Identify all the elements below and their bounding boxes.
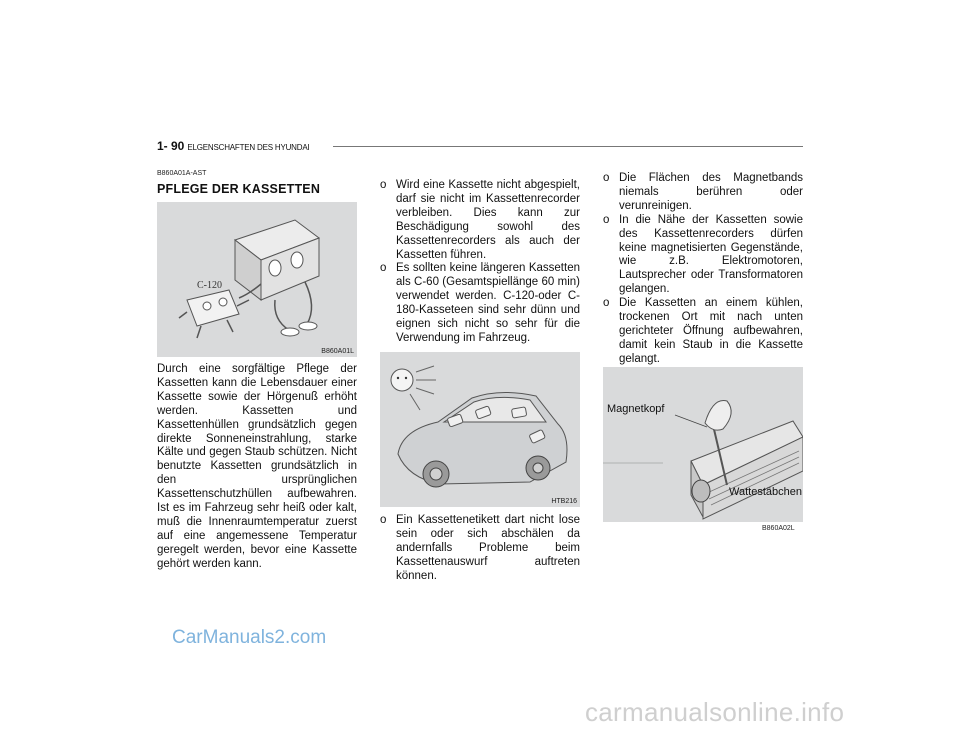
header-rule <box>333 146 803 147</box>
intro-paragraph: Durch eine sorgfältige Pflege der Kassetten kann die Lebensdauer einer Kassette sowie der Hörgenuß erhöht werden. Kassetten und Kassettenhüllen grundsätzlich gegen direkte Sonneneinstrahlung, starke Kälte und gegen Staub schützen. Nicht benutzte Kassetten grundsätzlich in den ursprünglichen Kassettenschutzhüllen aufbewahren. Ist es im Fahrzeug sehr heiß oder kalt, muß die Innenraumtemperatur zuerst auf eine angemessene Temperatur geregelt werden, bevor eine Kassette gehört werden kann. <box>157 363 357 570</box>
cassette-label: C-120 <box>197 280 222 291</box>
list-item: o Ein Kassettenetikett dart nicht lose sein oder sich abschälen da andernfalls Probleme beim Kassettenauswurf auftreten können. <box>380 514 580 582</box>
label-magnetkopf: Magnetkopf <box>607 403 665 415</box>
figure-code: B860A02L <box>762 525 795 532</box>
page-header <box>157 139 310 153</box>
section-code: B860A01A-AST <box>157 170 207 177</box>
watermark-carmanuals2: CarManuals2.com <box>172 627 327 648</box>
bullet-list-right <box>603 172 803 367</box>
bullet-list-middle <box>380 179 580 346</box>
section-heading: PFLEGE DER KASSETTEN <box>157 182 321 196</box>
list-item: o Die Kassetten an einem kühlen, trockenen Ort mit nach unten gerichteter Öffnung aufbewahren, damit kein Staub in die Kassette gelangt. <box>603 297 803 365</box>
label-wattestaebchen: Wattestäbchen <box>729 486 802 498</box>
figure-magnet-head <box>603 367 803 522</box>
cassette-deck-illustration <box>603 367 803 522</box>
figure-code: B860A01L <box>321 348 354 355</box>
figure-code: HTB216 <box>551 498 577 505</box>
figure-cassette-care <box>157 202 357 357</box>
cassette-illustration <box>157 202 357 357</box>
car-illustration <box>380 352 580 507</box>
watermark-carmanualsonline: carmanualsonline.info <box>585 697 845 727</box>
list-item: o In die Nähe der Kassetten sowie des Kassettenrecorders dürfen keine magnetisierten Gegenstände, wie z.B. Elektromotoren, Lautsprecher oder Transformatoren gelangen. <box>603 213 803 296</box>
figure-car-sun <box>380 352 580 507</box>
bullet-list-middle-2 <box>380 514 580 584</box>
list-item: o Die Flächen des Magnetbands niemals berühren oder verunreinigen. <box>603 172 803 212</box>
list-item: o Wird eine Kassette nicht abgespielt, darf sie nicht im Kassettenrecorder verbleiben. Dies kann zur Beschädigung sowohl des Kassettenrecorders als auch der Kassetten führen. <box>380 179 580 261</box>
page-number: 1- 90 <box>157 139 185 153</box>
list-item: o Es sollten keine längeren Kassetten als C-60 (Gesamtspiellänge 60 min) verwendet werden. C-120-oder C-180-Kasseteen sind sehr dünn und eignen sich nicht so sehr für die Verwendung im Fahrzeug. <box>380 262 580 344</box>
section-title: ELGENSCHAFTEN DES HYUNDAI <box>187 143 310 152</box>
